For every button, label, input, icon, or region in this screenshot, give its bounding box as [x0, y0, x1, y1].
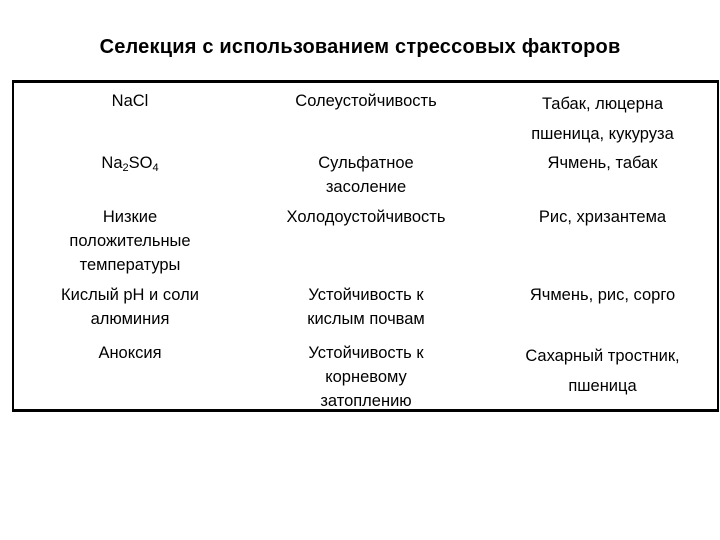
stress-factor-cell — [14, 151, 246, 175]
resistance-line: затоплению — [320, 392, 412, 410]
stress-factor-cell — [14, 89, 246, 113]
stress-factor-line: алюминия — [90, 310, 170, 328]
crops-line: Табак, люцерна — [541, 95, 664, 113]
stress-factor: NaCl — [111, 92, 149, 110]
crops-cell — [486, 89, 719, 149]
page-title: Селекция с использованием стрессовых факторов — [99, 36, 621, 58]
resistance-line: кислым почвам — [307, 310, 425, 328]
crops: Рис, хризантема — [538, 208, 667, 226]
stress-factor-line: Низкие — [102, 208, 158, 226]
resistance-type-cell — [246, 89, 486, 113]
stress-factor-line: положительные — [69, 232, 191, 250]
resistance-line: засоление — [325, 178, 407, 196]
resistance-type: Солеустойчивость — [295, 92, 437, 110]
stress-factor-cell — [14, 205, 246, 277]
stress-factor-line: Кислый pH и соли — [61, 286, 199, 304]
resistance-type-cell — [246, 205, 486, 229]
crops-line: Сахарный тростник, — [525, 347, 680, 365]
crops-line: пшеница — [568, 377, 637, 395]
stress-factor-cell — [14, 341, 246, 365]
resistance-line: Устойчивость к — [308, 286, 424, 304]
crops: Ячмень, рис, сорго — [529, 286, 676, 304]
resistance-line: Сульфатное — [318, 154, 414, 172]
crops-cell — [486, 151, 719, 175]
resistance-type-cell — [246, 151, 486, 199]
resistance-type-cell — [246, 341, 486, 413]
stress-factor-cell — [14, 283, 246, 331]
stress-factor: Аноксия — [98, 344, 162, 362]
resistance-line: корневому — [325, 368, 407, 386]
stress-factors-table — [12, 80, 719, 412]
crops-cell — [486, 283, 719, 307]
stress-factor-formula: $Na_2SO_4$ — [101, 154, 159, 174]
resistance-line: Устойчивость к — [308, 344, 424, 362]
resistance-type: Холодоустойчивость — [286, 208, 446, 226]
crops-cell — [486, 341, 719, 401]
crops-line: пшеница, кукуруза — [531, 125, 674, 143]
resistance-type-cell — [246, 283, 486, 331]
crops-cell — [486, 205, 719, 229]
stress-factor-line: температуры — [79, 256, 181, 274]
crops: Ячмень, табак — [547, 154, 658, 172]
